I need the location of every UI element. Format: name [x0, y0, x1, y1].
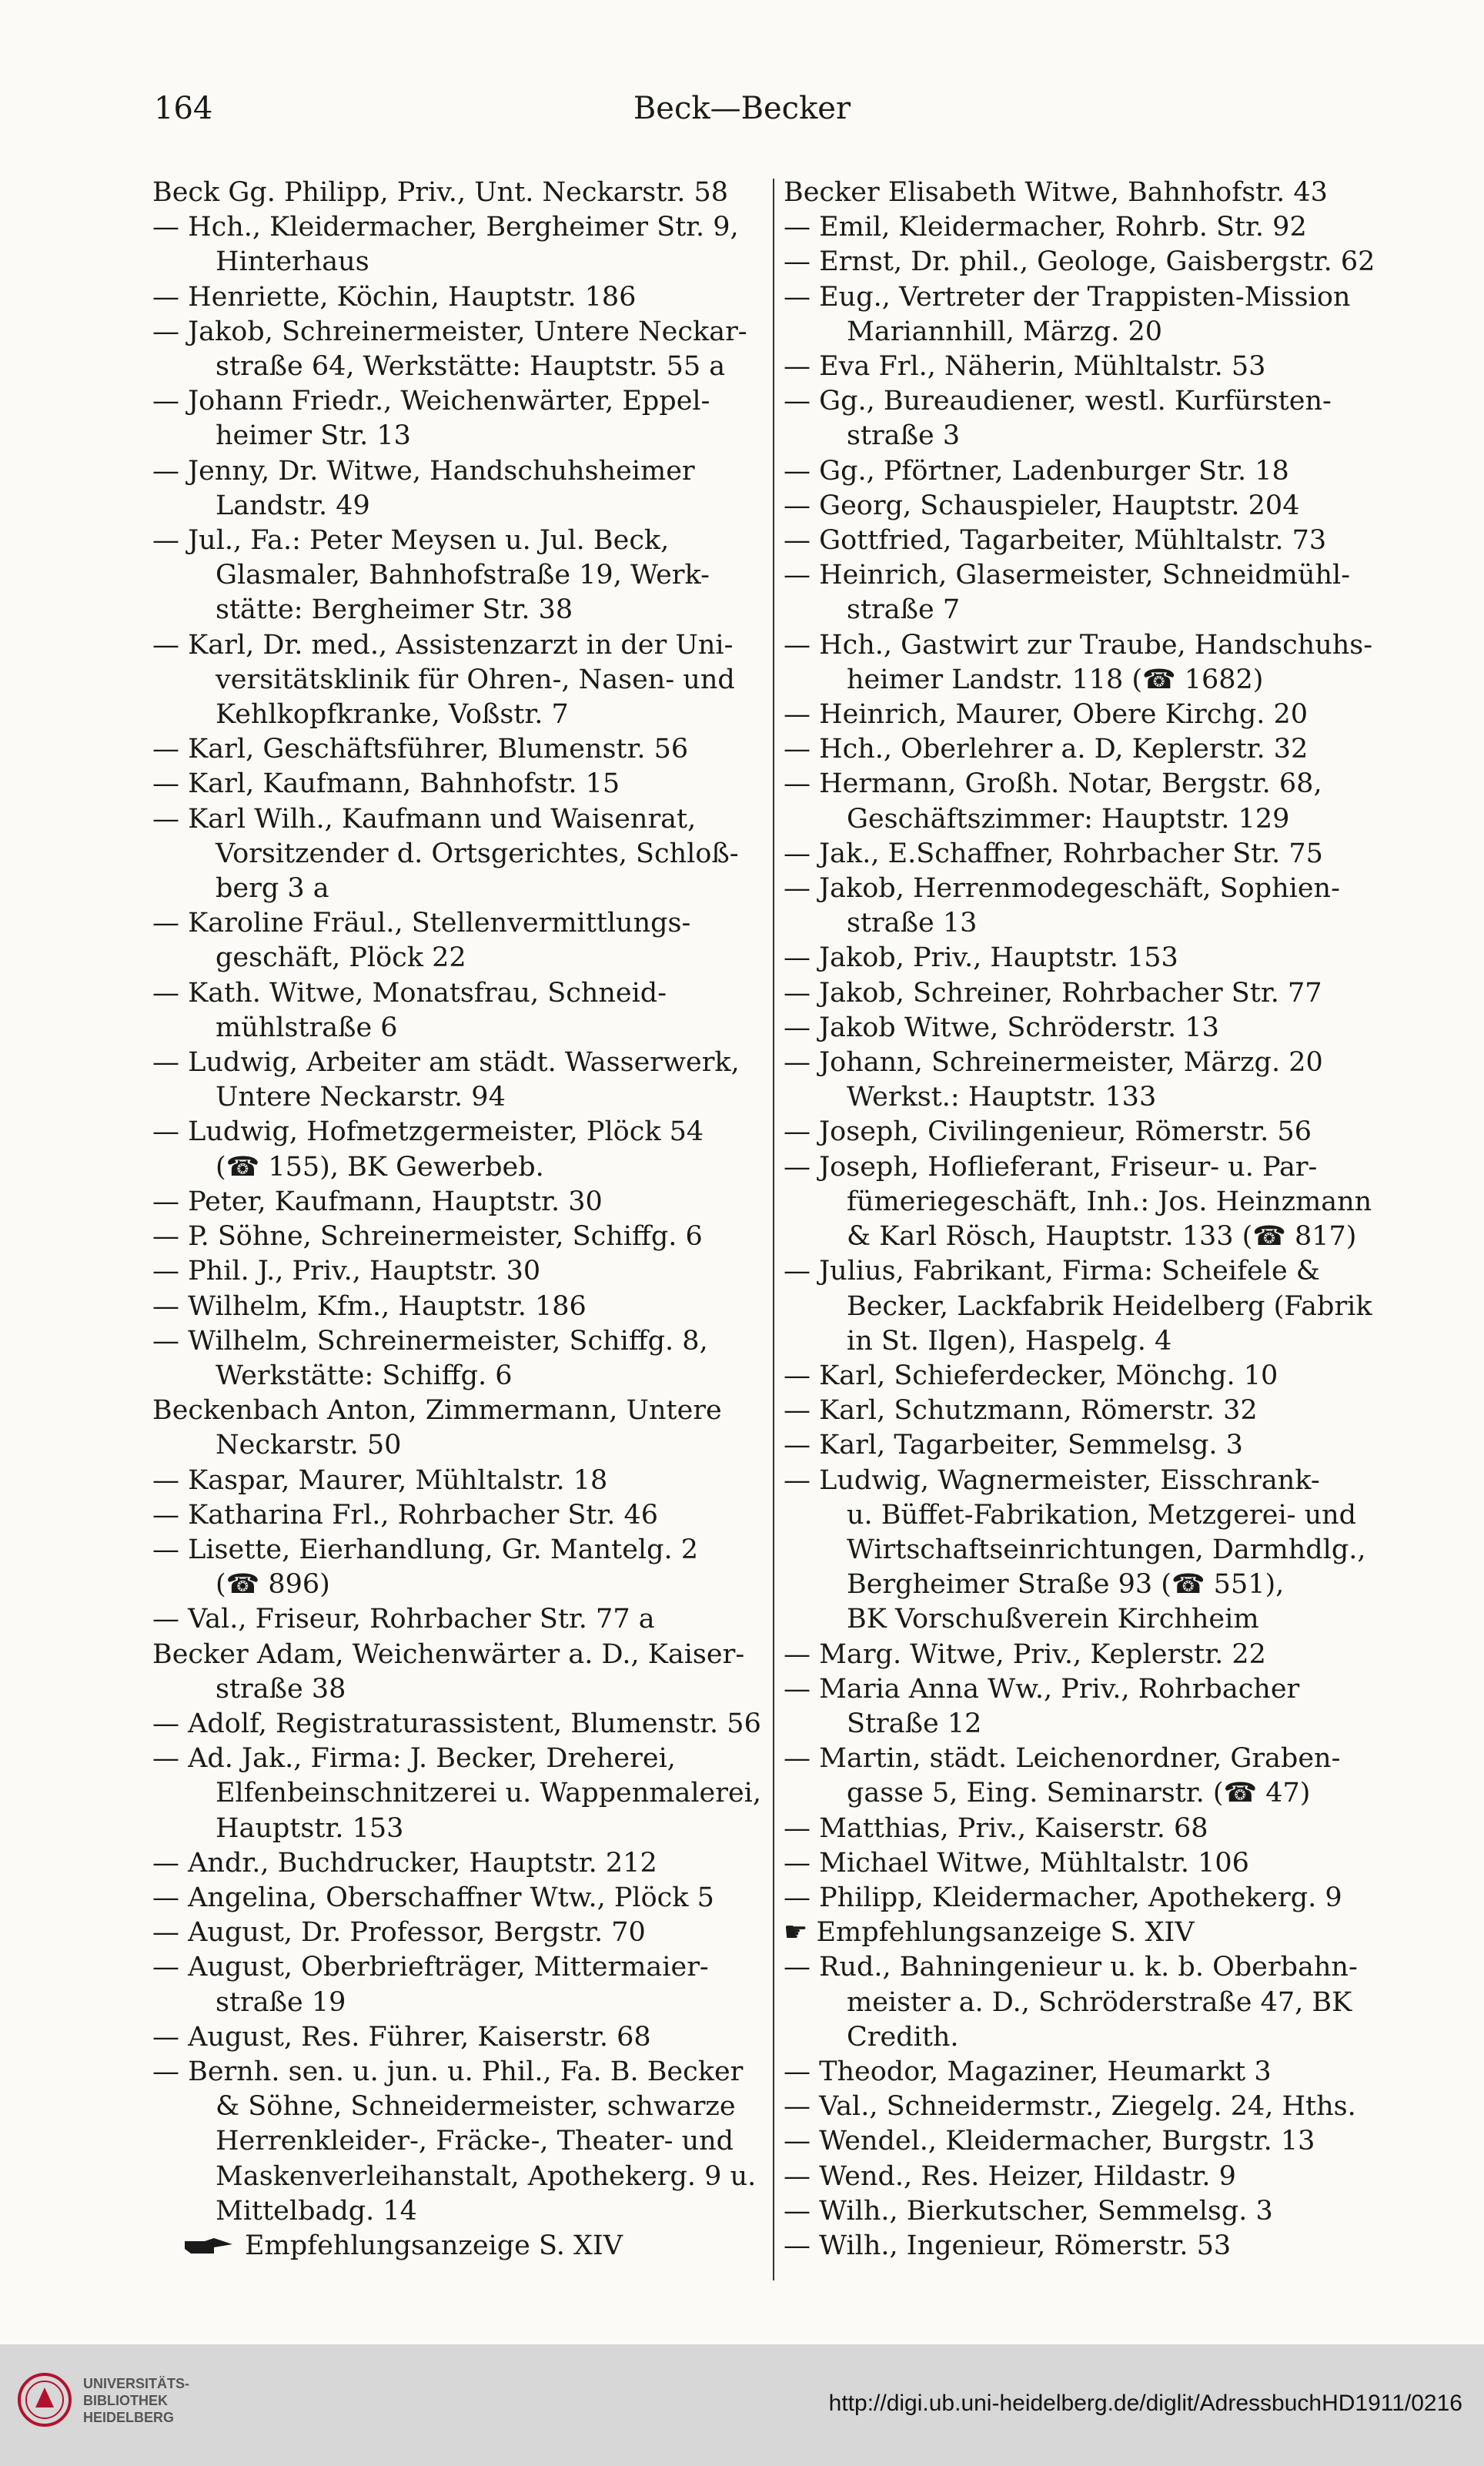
entry-continuation-line: Mittelbadg. 14: [216, 2195, 417, 2227]
entry-continuation-line: straße 13: [847, 908, 978, 939]
entry-line: — Wilhelm, Schreinermeister, Schiffg. 8,: [152, 1325, 708, 1357]
entry-continuation-line: & Karl Rösch, Hauptstr. 133 (☎ 817): [847, 1221, 1357, 1253]
directory-entry: [784, 2055, 1399, 2090]
directory-entry: [784, 1464, 1399, 1638]
entry-line: — Angelina, Oberschaffner Wtw., Plöck 5: [152, 1882, 714, 1913]
entry-continuation-line: meister a. D., Schröderstraße 47, BK: [847, 1986, 1352, 2018]
directory-entry: [784, 489, 1399, 524]
entry-line: — Eva Frl., Näherin, Mühltalstr. 53: [784, 351, 1266, 383]
directory-entry: [152, 1254, 763, 1289]
entry-continuation-line: BK Vorschußverein Kirchheim: [847, 1604, 1259, 1635]
entry-line: Becker Elisabeth Witwe, Bahnhofstr. 43: [784, 177, 1328, 208]
entry-continuation-line: u. Büffet-Fabrikation, Metzgerei- und: [847, 1499, 1357, 1531]
entry-line: — Val., Schneidermstr., Ziegelg. 24, Hths.: [784, 2091, 1356, 2123]
entry-line: — Peter, Kaufmann, Hauptstr. 30: [152, 1186, 603, 1217]
directory-entry: [152, 906, 763, 975]
entry-line: — P. Söhne, Schreinermeister, Schiffg. 6: [152, 1221, 703, 1253]
entry-line: — Maria Anna Ww., Priv., Rohrbacher: [784, 1673, 1300, 1705]
directory-entry: [152, 1115, 763, 1184]
entry-line: — Hermann, Großh. Notar, Bergstr. 68,: [784, 768, 1322, 800]
entry-line: — Jenny, Dr. Witwe, Handschuhsheimer: [152, 455, 695, 487]
entry-line: — Karl Wilh., Kaufmann und Waisenrat,: [152, 803, 697, 835]
university-seal-icon: [17, 2372, 72, 2428]
entry-continuation-line: Werkst.: Hauptstr. 133: [847, 1082, 1157, 1113]
entry-line: — Johann Friedr., Weichenwärter, Eppel-: [152, 386, 710, 417]
entry-continuation-line: mühlstraße 6: [216, 1012, 398, 1043]
entry-line: — Emil, Kleidermacher, Rohrb. Str. 92: [784, 212, 1307, 243]
page-title: Beck—Becker: [633, 91, 851, 126]
directory-entry: [152, 1220, 763, 1254]
directory-entry: [784, 1742, 1399, 1811]
entry-line: — Joseph, Hoflieferant, Friseur- u. Par-: [784, 1151, 1318, 1183]
entry-line: — Johann, Schreinermeister, Märzg. 20: [784, 1047, 1323, 1079]
directory-entry: [152, 524, 763, 628]
left-column: [152, 176, 763, 2264]
entry-continuation-line: Maskenverleihanstalt, Apothekerg. 9 u.: [216, 2160, 757, 2192]
entry-continuation-line: heimer Landstr. 118 (☎ 1682): [847, 664, 1264, 695]
cross-reference: [152, 2229, 763, 2264]
entry-line: — Wendel., Kleidermacher, Burgstr. 13: [784, 2126, 1315, 2157]
directory-entry: [152, 1950, 763, 2019]
entry-line: — Wend., Res. Heizer, Hildastr. 9: [784, 2160, 1236, 2192]
cross-reference: [784, 1916, 1399, 1950]
directory-entry: [784, 384, 1399, 453]
entry-line: — Jakob Witwe, Schröderstr. 13: [784, 1012, 1219, 1043]
entry-continuation-line: & Söhne, Schneidermeister, schwarze: [216, 2091, 736, 2123]
entry-line: Beck Gg. Philipp, Priv., Unt. Neckarstr. 58: [152, 177, 728, 208]
directory-entry: [152, 1394, 763, 1463]
directory-entry: [152, 1498, 763, 1533]
directory-entry: [784, 2194, 1399, 2229]
entry-continuation-line: (☎ 155), BK Gewerbeb.: [216, 1151, 544, 1183]
directory-entry: [152, 1881, 763, 1916]
directory-entry: [784, 941, 1399, 975]
entry-continuation-line: geschäft, Plöck 22: [216, 942, 466, 974]
library-name-line: HEIDELBERG: [83, 2410, 175, 2425]
entry-continuation-line: Becker, Lackfabrik Heidelberg (Fabrik: [847, 1290, 1372, 1322]
directory-entry: [784, 698, 1399, 732]
entry-line: — Kaspar, Maurer, Mühltalstr. 18: [152, 1464, 608, 1496]
entry-continuation-line: Glasmaler, Bahnhofstraße 19, Werk-: [216, 560, 710, 591]
directory-entry: [784, 524, 1399, 558]
library-name-line: UNIVERSITÄTS-: [83, 2376, 190, 2391]
entry-continuation-line: Untere Neckarstr. 94: [216, 1082, 506, 1113]
directory-entry: [784, 628, 1399, 698]
directory-entry: [784, 976, 1399, 1011]
entry-line: — Marg. Witwe, Priv., Keplerstr. 22: [784, 1638, 1266, 1670]
entry-line: — Heinrich, Maurer, Obere Kirchg. 20: [784, 699, 1309, 731]
entry-continuation-line: gasse 5, Eing. Seminarstr. (☎ 47): [847, 1778, 1311, 1809]
entry-line: — Philipp, Kleidermacher, Apothekerg. 9: [784, 1882, 1342, 1913]
entry-line: — Wilh., Ingenieur, Römerstr. 53: [784, 2230, 1232, 2261]
directory-entry: [784, 1881, 1399, 1916]
entry-line: — Karl, Dr. med., Assistenzarzt in der Uni-: [152, 629, 734, 661]
directory-entry: [152, 1046, 763, 1115]
pointing-hand-icon: [183, 2235, 234, 2258]
entry-line: — Wilhelm, Kfm., Hauptstr. 186: [152, 1290, 587, 1322]
directory-entry: [152, 1533, 763, 1602]
entry-continuation-line: heimer Str. 13: [216, 420, 411, 452]
entry-line: — Jakob, Priv., Hauptstr. 153: [784, 942, 1178, 974]
entry-line: — Karl, Kaufmann, Bahnhofstr. 15: [152, 768, 620, 800]
entry-line: ☛ Empfehlungsanzeige S. XIV: [784, 1917, 1195, 1949]
directory-entry: [152, 280, 763, 315]
entry-line: — Ludwig, Arbeiter am städt. Wasserwerk,: [152, 1047, 740, 1079]
directory-entry: [152, 1742, 763, 1846]
directory-entry: [152, 384, 763, 453]
entry-line: — Jul., Fa.: Peter Meysen u. Jul. Beck,: [152, 525, 670, 557]
entry-line: Becker Adam, Weichenwärter a. D., Kaiser-: [152, 1638, 745, 1670]
directory-entry: [152, 210, 763, 279]
directory-entry: [784, 1359, 1399, 1394]
directory-entry: [152, 1185, 763, 1220]
entry-line: — Matthias, Priv., Kaiserstr. 68: [784, 1812, 1208, 1844]
directory-entry: [784, 1672, 1399, 1742]
directory-entry: [784, 1812, 1399, 1846]
entry-line: — Henriette, Köchin, Hauptstr. 186: [152, 281, 637, 313]
entry-line: — Ad. Jak., Firma: J. Becker, Dreherei,: [152, 1743, 676, 1775]
entry-line: — Bernh. sen. u. jun. u. Phil., Fa. B. Becker: [152, 2056, 744, 2087]
entry-continuation-line: Werkstätte: Schiffg. 6: [216, 1360, 513, 1391]
entry-line: — Joseph, Civilingenieur, Römerstr. 56: [784, 1116, 1312, 1148]
entry-line: — August, Res. Führer, Kaiserstr. 68: [152, 2021, 651, 2053]
entry-line: — Karl, Geschäftsführer, Blumenstr. 56: [152, 734, 689, 765]
entry-line: — Georg, Schauspieler, Hauptstr. 204: [784, 490, 1300, 521]
entry-line: — Julius, Fabrikant, Firma: Scheifele &: [784, 1256, 1320, 1287]
entry-line: Beckenbach Anton, Zimmermann, Untere: [152, 1395, 722, 1427]
directory-entry: [152, 732, 763, 767]
entry-line: — August, Dr. Professor, Bergstr. 70: [152, 1917, 646, 1949]
directory-entry: [152, 1324, 763, 1394]
directory-entry: [784, 1046, 1399, 1115]
directory-entry: [784, 1950, 1399, 2055]
directory-entry: [784, 280, 1399, 350]
entry-continuation-line: Hauptstr. 153: [216, 1812, 404, 1844]
entry-line: — Hch., Kleidermacher, Bergheimer Str. 9,: [152, 212, 739, 243]
directory-entry: [152, 767, 763, 801]
entry-continuation-line: Neckarstr. 50: [216, 1430, 402, 1461]
entry-continuation-line: Credith.: [847, 2021, 959, 2053]
directory-entry: [784, 1254, 1399, 1359]
entry-line: — Eug., Vertreter der Trappisten-Mission: [784, 281, 1351, 313]
directory-entry: [784, 2229, 1399, 2264]
entry-continuation-line: Landstr. 49: [216, 490, 370, 521]
directory-entry: [784, 2124, 1399, 2159]
directory-entry: [152, 176, 763, 210]
directory-entry: [784, 1428, 1399, 1463]
directory-entry: [784, 732, 1399, 767]
entry-continuation-line: fümeriegeschäft, Inh.: Jos. Heinzmann: [847, 1186, 1372, 1217]
directory-entry: [784, 350, 1399, 384]
page-number: 164: [154, 91, 213, 126]
entry-line: — Jakob, Herrenmodegeschäft, Sophien-: [784, 873, 1340, 905]
entry-line: — Michael Witwe, Mühltalstr. 106: [784, 1847, 1249, 1879]
entry-line: — Jakob, Schreinermeister, Untere Neckar-: [152, 316, 747, 347]
directory-entry: [152, 1464, 763, 1498]
column-divider: [773, 179, 774, 2280]
directory-entry: [152, 976, 763, 1046]
entry-line: — Ludwig, Wagnermeister, Eisschrank-: [784, 1464, 1320, 1496]
entry-line: — Jak., E.Schaffner, Rohrbacher Str. 75: [784, 838, 1323, 869]
entry-continuation-line: straße 7: [847, 594, 961, 626]
directory-entry: [784, 210, 1399, 245]
library-name: [83, 2375, 189, 2426]
entry-line: — Jakob, Schreiner, Rohrbacher Str. 77: [784, 977, 1322, 1009]
entry-line: — Lisette, Eierhandlung, Gr. Mantelg. 2: [152, 1534, 699, 1565]
directory-entry: [784, 2160, 1399, 2194]
directory-entry: [784, 1638, 1399, 1672]
entry-line: — Phil. J., Priv., Hauptstr. 30: [152, 1256, 541, 1287]
directory-entry: [152, 1290, 763, 1324]
entry-line: — Hch., Gastwirt zur Traube, Handschuhs-: [784, 629, 1373, 661]
directory-entry: [784, 558, 1399, 627]
directory-entry: [784, 245, 1399, 279]
entry-continuation-line: Hinterhaus: [216, 246, 369, 278]
entry-line: — Gg., Bureaudiener, westl. Kurfürsten-: [784, 386, 1332, 417]
directory-entry: [784, 1115, 1399, 1149]
entry-line: — August, Oberbriefträger, Mittermaier-: [152, 1952, 709, 1983]
entry-continuation-line: Geschäftszimmer: Hauptstr. 129: [847, 803, 1290, 835]
source-url-link[interactable]: http://digi.ub.uni-heidelberg.de/diglit/AdressbuchHD1911/0216: [828, 2391, 1462, 2416]
entry-continuation-line: Herrenkleider-, Fräcke-, Theater- und: [216, 2126, 734, 2157]
entry-continuation-line: Vorsitzender d. Ortsgerichtes, Schloß-: [216, 838, 739, 869]
entry-continuation-line: versitätsklinik für Ohren-, Nasen- und: [216, 664, 735, 695]
entry-continuation-line: Mariannhill, Märzg. 20: [847, 316, 1163, 347]
entry-continuation-line: Elfenbeinschnitzerei u. Wappenmalerei,: [216, 1778, 762, 1809]
entry-continuation-line: Wirtschaftseinrichtungen, Darmhdlg.,: [847, 1534, 1366, 1565]
entry-continuation-line: straße 3: [847, 420, 961, 452]
directory-entry: [152, 802, 763, 907]
directory-entry: [152, 1916, 763, 1950]
entry-line: — Karoline Fräul., Stellenvermittlungs-: [152, 908, 691, 939]
directory-entry: [784, 872, 1399, 941]
directory-entry: [152, 2020, 763, 2055]
directory-entry: [152, 628, 763, 733]
library-name-line: BIBLIOTHEK: [83, 2393, 168, 2408]
entry-line: — Karl, Schieferdecker, Mönchg. 10: [784, 1360, 1278, 1391]
entry-continuation-line: in St. Ilgen), Haspelg. 4: [847, 1325, 1172, 1357]
entry-line: — Karl, Tagarbeiter, Semmelsg. 3: [784, 1430, 1243, 1461]
directory-entry: [784, 837, 1399, 872]
entry-continuation-line: Kehlkopfkranke, Voßstr. 7: [216, 699, 569, 731]
directory-entry: [784, 1394, 1399, 1428]
directory-entry: [152, 2055, 763, 2229]
entry-line: — Ernst, Dr. phil., Geologe, Gaisbergstr. 62: [784, 246, 1375, 278]
directory-entry: [152, 1638, 763, 1707]
footer-bar: [0, 2344, 1484, 2466]
directory-entry: [784, 2090, 1399, 2124]
directory-entry: [784, 1150, 1399, 1255]
entry-line: — Gottfried, Tagarbeiter, Mühltalstr. 73: [784, 525, 1327, 557]
cross-reference-text: Empfehlungsanzeige S. XIV: [245, 2230, 623, 2261]
entry-line: — Katharina Frl., Rohrbacher Str. 46: [152, 1499, 659, 1531]
directory-entry: [784, 767, 1399, 836]
entry-line: — Adolf, Registraturassistent, Blumenstr. 56: [152, 1708, 761, 1739]
directory-entry: [152, 1846, 763, 1881]
entry-line: — Hch., Oberlehrer a. D, Keplerstr. 32: [784, 734, 1309, 765]
entry-line: — Andr., Buchdrucker, Hauptstr. 212: [152, 1847, 657, 1879]
directory-entry: [152, 1602, 763, 1637]
entry-continuation-line: stätte: Bergheimer Str. 38: [216, 594, 573, 626]
entry-continuation-line: Straße 12: [847, 1708, 982, 1739]
directory-entry: [784, 176, 1399, 210]
entry-line: — Wilh., Bierkutscher, Semmelsg. 3: [784, 2195, 1273, 2227]
entry-line: — Kath. Witwe, Monatsfrau, Schneid-: [152, 977, 667, 1009]
entry-continuation-line: berg 3 a: [216, 873, 329, 905]
directory-entry: [784, 454, 1399, 489]
entry-line: — Val., Friseur, Rohrbacher Str. 77 a: [152, 1604, 655, 1635]
entry-continuation-line: Bergheimer Straße 93 (☎ 551),: [847, 1569, 1285, 1601]
entry-line: — Karl, Schutzmann, Römerstr. 32: [784, 1395, 1258, 1427]
entry-continuation-line: (☎ 896): [216, 1569, 330, 1601]
entry-continuation-line: straße 38: [216, 1673, 346, 1705]
entry-line: — Martin, städt. Leichenordner, Graben-: [784, 1743, 1341, 1775]
directory-entry: [784, 1011, 1399, 1046]
entry-continuation-line: straße 64, Werkstätte: Hauptstr. 55 a: [216, 351, 726, 383]
entry-line: — Gg., Pförtner, Ladenburger Str. 18: [784, 455, 1289, 487]
right-column: [784, 176, 1399, 2264]
directory-entry: [784, 1846, 1399, 1881]
entry-line: — Ludwig, Hofmetzgermeister, Plöck 54: [152, 1116, 704, 1148]
directory-entry: [152, 315, 763, 384]
entry-line: — Heinrich, Glasermeister, Schneidmühl-: [784, 560, 1351, 591]
entry-line: — Rud., Bahningenieur u. k. b. Oberbahn-: [784, 1952, 1358, 1983]
directory-entry: [152, 1707, 763, 1742]
directory-entry: [152, 454, 763, 524]
entry-continuation-line: straße 19: [216, 1986, 346, 2018]
entry-line: — Theodor, Magaziner, Heumarkt 3: [784, 2056, 1272, 2087]
